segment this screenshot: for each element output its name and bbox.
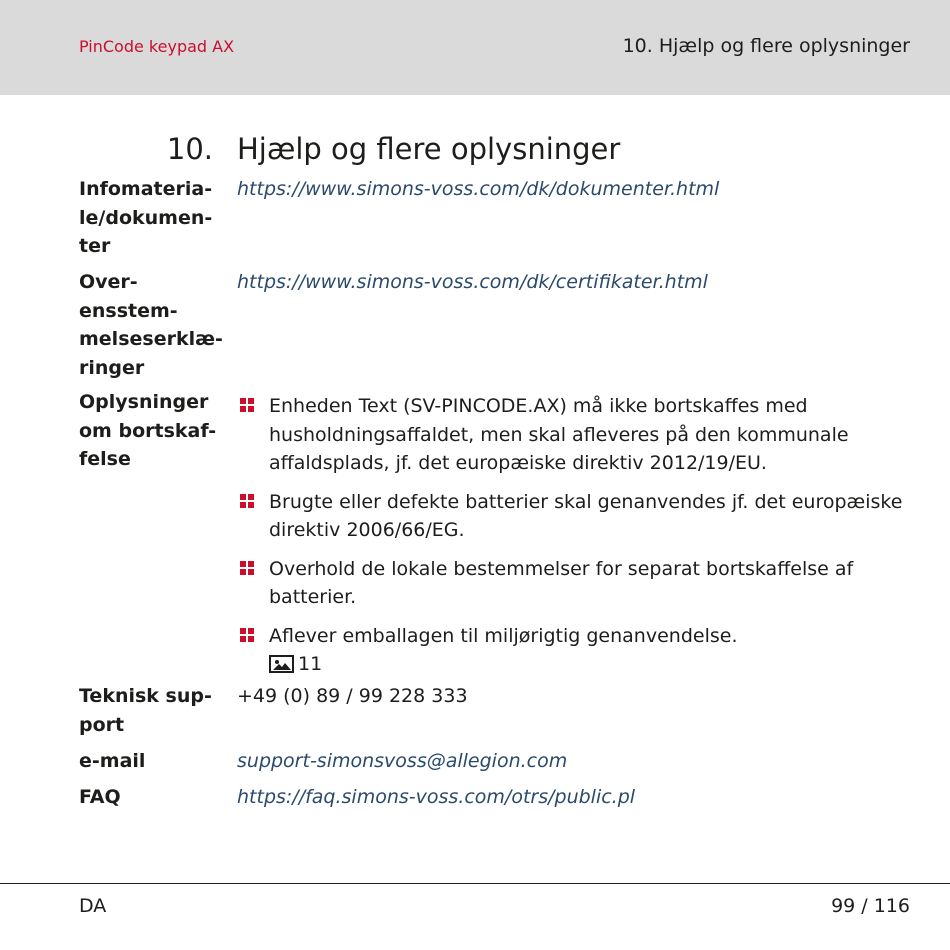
product-name: PinCode keypad AX xyxy=(79,37,235,56)
section-title: Hjælp og flere oplysninger xyxy=(237,132,621,166)
list-item: Enheden Text (SV-PINCODE.AX) må ikke bortskaffes med husholdningsaffaldet, men skal afleveres på den kommunale affaldsplads, jf. det europæiske direktiv 2012/19/EU. xyxy=(240,392,920,478)
bullet-icon xyxy=(240,561,255,576)
support-phone: +49 (0) 89 / 99 228 333 xyxy=(237,685,468,707)
label-support: Teknisk sup- port xyxy=(79,685,212,736)
list-item: Brugte eller defekte batterier skal genanvendes jf. det europæiske direktiv 2006/66/EG. xyxy=(240,488,920,545)
bullet-icon xyxy=(240,494,255,509)
faq-link[interactable]: https://faq.simons-voss.com/otrs/public.pl xyxy=(237,786,636,808)
label-disposal: Oplysninger om bortskaf- felse xyxy=(79,391,217,470)
label-conformity: Over- ensstem- melseserklæ- ringer xyxy=(79,271,223,379)
figure-number: 11 xyxy=(298,653,323,675)
page-header xyxy=(0,0,950,95)
bullet-icon xyxy=(240,398,255,413)
label-email: e-mail xyxy=(79,750,146,772)
certificates-link[interactable]: https://www.simons-voss.com/dk/certifikater.html xyxy=(237,271,708,293)
footer-divider xyxy=(0,883,950,884)
chapter-title: 10. Hjælp og flere oplysninger xyxy=(622,35,910,57)
disposal-list xyxy=(240,392,920,692)
image-icon xyxy=(269,655,294,673)
figure-reference[interactable] xyxy=(269,650,322,679)
footer-language: DA xyxy=(79,895,107,917)
bullet-icon xyxy=(240,628,255,643)
list-item: Aflever emballagen til miljørigtig genanvendelse. 11 xyxy=(240,622,920,682)
email-link[interactable]: support-simonsvoss@allegion.com xyxy=(237,750,568,772)
label-infomaterial: Infomateria- le/dokumen- ter xyxy=(79,178,213,257)
section-number: 10. xyxy=(166,132,213,166)
page-number: 99 / 116 xyxy=(831,895,910,917)
label-faq: FAQ xyxy=(79,786,121,808)
section-heading xyxy=(0,132,950,172)
list-item: Overhold de lokale bestemmelser for separat bortskaffelse af batterier. xyxy=(240,555,920,612)
documents-link[interactable]: https://www.simons-voss.com/dk/dokumenter.html xyxy=(237,178,720,200)
